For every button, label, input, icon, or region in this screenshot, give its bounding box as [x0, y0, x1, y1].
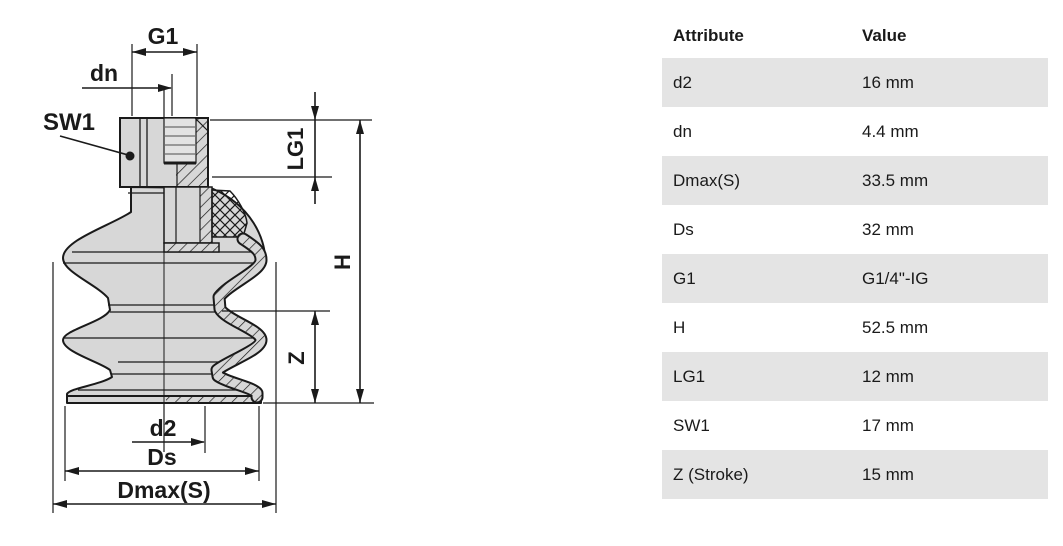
attribute-cell: Ds: [673, 219, 694, 239]
leader-dot: [126, 152, 135, 161]
label-d2: d2: [149, 415, 177, 441]
table-row: [662, 156, 1048, 205]
value-cell: G1/4"-IG: [862, 268, 929, 288]
attribute-cell: LG1: [673, 366, 706, 386]
table-row: [662, 205, 1048, 254]
table-row: [662, 401, 1048, 450]
value-cell: 32 mm: [862, 219, 914, 239]
attribute-cell: Z (Stroke): [673, 464, 749, 484]
label-sw1: SW1: [43, 109, 96, 136]
dim-dn: [82, 60, 172, 116]
dim-lg1: [210, 92, 372, 204]
table-row: [662, 58, 1048, 107]
value-cell: 17 mm: [862, 415, 914, 435]
label-z: Z: [284, 351, 309, 365]
value-cell: 33.5 mm: [862, 170, 929, 190]
table-row: [662, 352, 1048, 401]
value-cell: 4.4 mm: [862, 121, 919, 141]
table-row: [662, 107, 1048, 156]
attribute-cell: Dmax(S): [673, 170, 741, 190]
value-cell: 15 mm: [862, 464, 914, 484]
hex-fitting: [120, 118, 208, 187]
lip-hatch: [166, 395, 258, 402]
rubber-top-block: [212, 190, 247, 237]
label-g1: G1: [147, 23, 179, 49]
value-cell: 16 mm: [862, 72, 914, 92]
value-cell: 12 mm: [862, 366, 914, 386]
label-ds: Ds: [147, 444, 177, 470]
nipple-tube: [164, 187, 219, 252]
attribute-cell: G1: [673, 268, 696, 288]
column-header-attribute: Attribute: [673, 26, 744, 45]
table-row: [662, 303, 1048, 352]
attribute-cell: dn: [673, 121, 692, 141]
table-header-row: [662, 14, 1048, 58]
label-dn: dn: [89, 60, 119, 86]
column-header-value: Value: [862, 26, 907, 45]
label-lg1: LG1: [283, 127, 308, 171]
label-h: H: [330, 254, 355, 270]
label-dmax: Dmax(S): [117, 477, 211, 503]
attribute-cell: SW1: [673, 415, 710, 435]
spec-table: [662, 14, 1048, 499]
dim-h: [263, 120, 374, 403]
table-row: [662, 450, 1048, 499]
value-cell: 52.5 mm: [862, 317, 929, 337]
table-row: [662, 254, 1048, 303]
thread-bore: [164, 118, 196, 163]
attribute-cell: H: [673, 317, 686, 337]
attribute-cell: d2: [673, 72, 692, 92]
